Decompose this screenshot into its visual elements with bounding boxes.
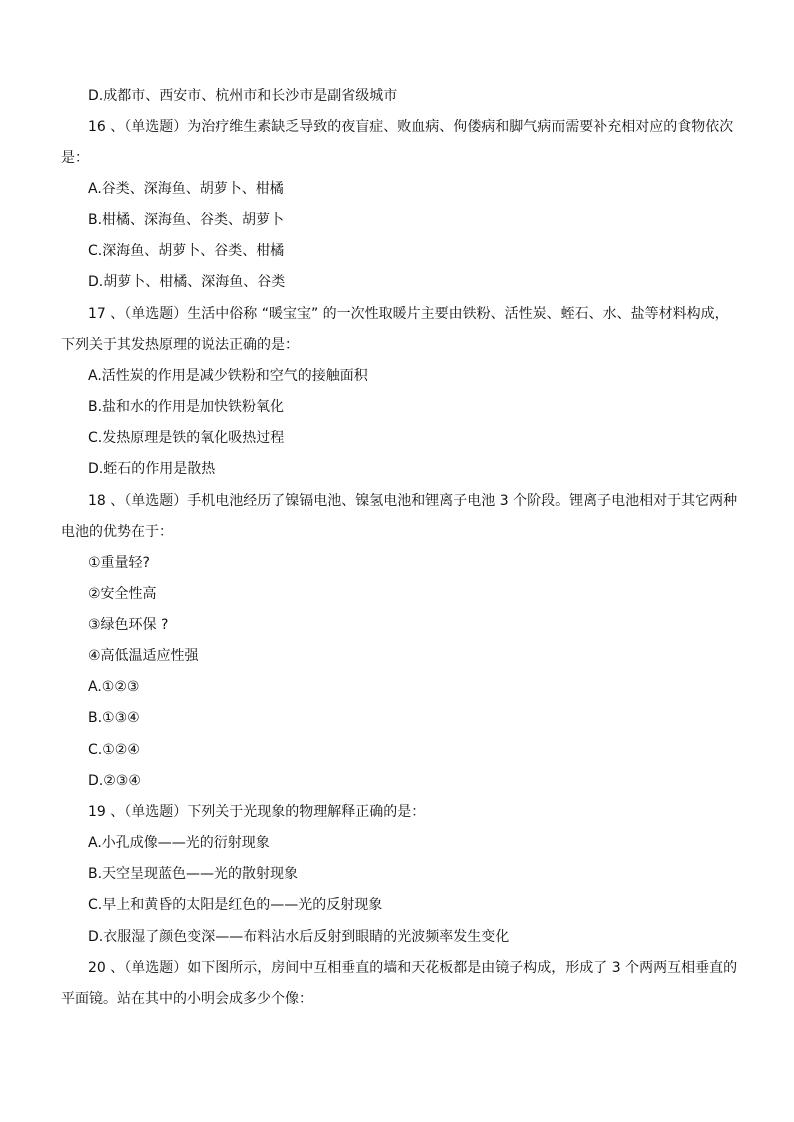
q18-option-c: C.①②④ [88, 742, 140, 758]
q18-statement-4: ④高低温适应性强 [88, 648, 199, 664]
q17-option-d: D.蛭石的作用是散热 [88, 461, 216, 477]
q19-option-a: A.小孔成像——光的衍射现象 [88, 835, 270, 851]
q18-statement-2: ②安全性高 [88, 586, 157, 602]
q18-statement-3: ③绿色环保 ? [88, 617, 169, 633]
q17-stem: 17 、（单选题）生活中俗称 “暖宝宝” 的一次性取暖片主要由铁粉、活性炭、蛭石、水、盐等材料构成， [88, 306, 729, 322]
q17-option-c: C.发热原理是铁的氧化吸热过程 [88, 430, 285, 446]
q18-stem-continued: 电池的优势在于： [61, 524, 173, 540]
q16-stem: 16 、（单选题）为治疗维生素缺乏导致的夜盲症、败血病、佝偻病和脚气病而需要补充相对应的食物依次 [88, 119, 734, 135]
q17-option-b: B.盐和水的作用是加快铁粉氧化 [88, 399, 285, 415]
q15-option-d: D.成都市、西安市、杭州市和长沙市是副省级城市 [88, 88, 398, 104]
q18-option-d: D.②③④ [88, 773, 141, 789]
q19-option-b: B.天空呈现蓝色——光的散射现象 [88, 866, 299, 882]
q16-stem-continued: 是： [61, 150, 89, 166]
q18-statement-1: ①重量轻? [88, 555, 150, 571]
q17-option-a: A.活性炭的作用是减少铁粉和空气的接触面积 [88, 368, 368, 384]
q16-option-c: C.深海鱼、胡萝卜、谷类、柑橘 [88, 243, 285, 259]
q20-stem: 20 、（单选题）如下图所示，房间中互相垂直的墙和天花板都是由镜子构成，形成了 3 个两两互相垂直的 [88, 960, 738, 976]
q16-option-b: B.柑橘、深海鱼、谷类、胡萝卜 [88, 212, 285, 228]
q18-option-b: B.①③④ [88, 710, 140, 726]
q16-option-d: D.胡萝卜、柑橘、深海鱼、谷类 [88, 274, 286, 290]
q19-stem: 19 、（单选题）下列关于光现象的物理解释正确的是： [88, 804, 426, 820]
q17-stem-continued: 下列关于其发热原理的说法正确的是： [61, 337, 299, 353]
q18-stem: 18 、（单选题）手机电池经历了镍镉电池、镍氢电池和锂离子电池 3 个阶段。锂离子电池相对于其它两种 [88, 493, 738, 509]
q20-stem-continued: 平面镜。站在其中的小明会成多少个像： [61, 991, 313, 1007]
q16-option-a: A.谷类、深海鱼、胡萝卜、柑橘 [88, 181, 284, 197]
q19-option-d: D.衣服湿了颜色变深——布料沾水后反射到眼睛的光波频率发生变化 [88, 929, 510, 945]
q18-option-a: A.①②③ [88, 679, 140, 695]
q19-option-c: C.早上和黄昏的太阳是红色的——光的反射现象 [88, 897, 383, 913]
